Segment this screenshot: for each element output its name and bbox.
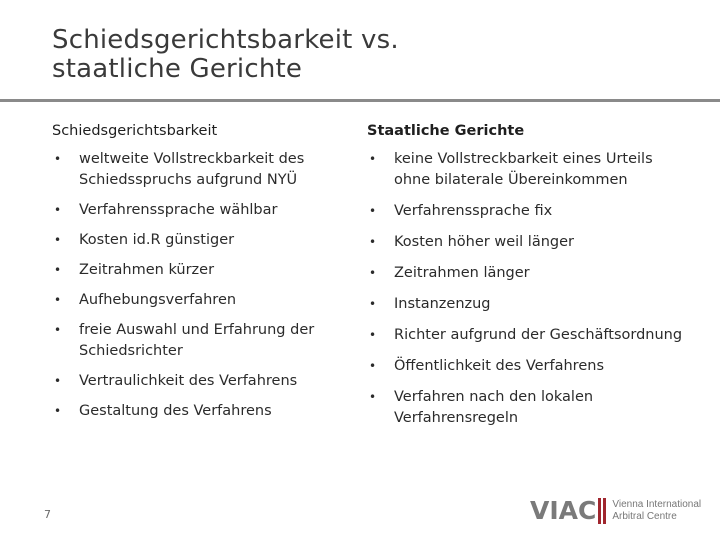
bullet-icon: • bbox=[54, 152, 62, 166]
list-item bbox=[52, 290, 342, 311]
list-item bbox=[367, 263, 687, 284]
list-item bbox=[52, 149, 342, 191]
list-item bbox=[367, 201, 687, 222]
list-item bbox=[52, 371, 342, 392]
list-item bbox=[367, 387, 687, 429]
column-heading-arbitration: Schiedsgerichtsbarkeit bbox=[52, 123, 218, 139]
bullet-icon: • bbox=[369, 297, 377, 311]
list-item-text: Gestaltung des Verfahrens bbox=[79, 403, 272, 419]
list-item-text: Verfahrenssprache wählbar bbox=[79, 202, 278, 218]
slide-title-line-1: Schiedsgerichtsbarkeit vs. bbox=[52, 25, 399, 55]
slide-title-line-2: staatliche Gerichte bbox=[52, 54, 303, 84]
list-item-text: keine Vollstreckbarkeit eines Urteils ohne bilaterale Übereinkommen bbox=[394, 151, 653, 188]
bullet-icon: • bbox=[369, 328, 377, 342]
column-state-courts bbox=[367, 122, 687, 439]
page-number: 7 bbox=[44, 508, 51, 521]
list-item bbox=[52, 401, 342, 422]
logo-text-line-2: Arbitral Centre bbox=[612, 511, 677, 522]
bullet-icon: • bbox=[54, 323, 62, 337]
list-item bbox=[367, 325, 687, 346]
bullet-icon: • bbox=[369, 359, 377, 373]
logo-text-line-1: Vienna International bbox=[612, 499, 702, 510]
list-item bbox=[367, 232, 687, 253]
bullet-list-arbitration bbox=[52, 149, 342, 422]
bullet-icon: • bbox=[369, 390, 377, 404]
bullet-icon: • bbox=[369, 204, 377, 218]
list-item bbox=[367, 356, 687, 377]
list-item bbox=[52, 260, 342, 281]
logo-mark: VIAC bbox=[530, 496, 597, 525]
bullet-icon: • bbox=[54, 404, 62, 418]
list-item-text: freie Auswahl und Erfahrung der Schiedsrichter bbox=[79, 322, 315, 359]
list-item bbox=[367, 149, 687, 191]
list-item-text: Vertraulichkeit des Verfahrens bbox=[79, 373, 298, 389]
bullet-icon: • bbox=[54, 233, 62, 247]
column-arbitration bbox=[52, 122, 342, 431]
column-heading-state-courts: Staatliche Gerichte bbox=[367, 123, 525, 139]
list-item-text: Kosten id.R günstiger bbox=[79, 232, 235, 248]
bullet-icon: • bbox=[54, 263, 62, 277]
list-item-text: Verfahrenssprache fix bbox=[394, 203, 553, 219]
list-item-text: Kosten höher weil länger bbox=[394, 234, 574, 250]
bullet-icon: • bbox=[54, 374, 62, 388]
bullet-icon: • bbox=[54, 293, 62, 307]
logo-text bbox=[612, 499, 701, 523]
list-item bbox=[52, 230, 342, 251]
bullet-icon: • bbox=[369, 266, 377, 280]
list-item-text: Verfahren nach den lokalen Verfahrensregeln bbox=[394, 389, 594, 426]
list-item bbox=[367, 294, 687, 315]
list-item bbox=[52, 200, 342, 221]
logo-accent-bar bbox=[603, 498, 606, 524]
bullet-list-state-courts bbox=[367, 149, 687, 429]
title-divider bbox=[0, 99, 720, 102]
bullet-icon: • bbox=[369, 152, 377, 166]
list-item-text: Aufhebungsverfahren bbox=[79, 292, 237, 308]
logo-accent-bar bbox=[598, 498, 601, 524]
list-item-text: Öffentlichkeit des Verfahrens bbox=[394, 358, 604, 374]
list-item-text: Richter aufgrund der Geschäftsordnung bbox=[394, 327, 683, 343]
viac-logo bbox=[530, 497, 701, 525]
slide-title bbox=[52, 26, 399, 84]
list-item-text: weltweite Vollstreckbarkeit des Schiedsspruchs aufgrund NYÜ bbox=[79, 151, 305, 188]
list-item-text: Instanzenzug bbox=[394, 296, 491, 312]
bullet-icon: • bbox=[369, 235, 377, 249]
list-item-text: Zeitrahmen länger bbox=[394, 265, 530, 281]
list-item bbox=[52, 320, 342, 362]
list-item-text: Zeitrahmen kürzer bbox=[79, 262, 215, 278]
bullet-icon: • bbox=[54, 203, 62, 217]
